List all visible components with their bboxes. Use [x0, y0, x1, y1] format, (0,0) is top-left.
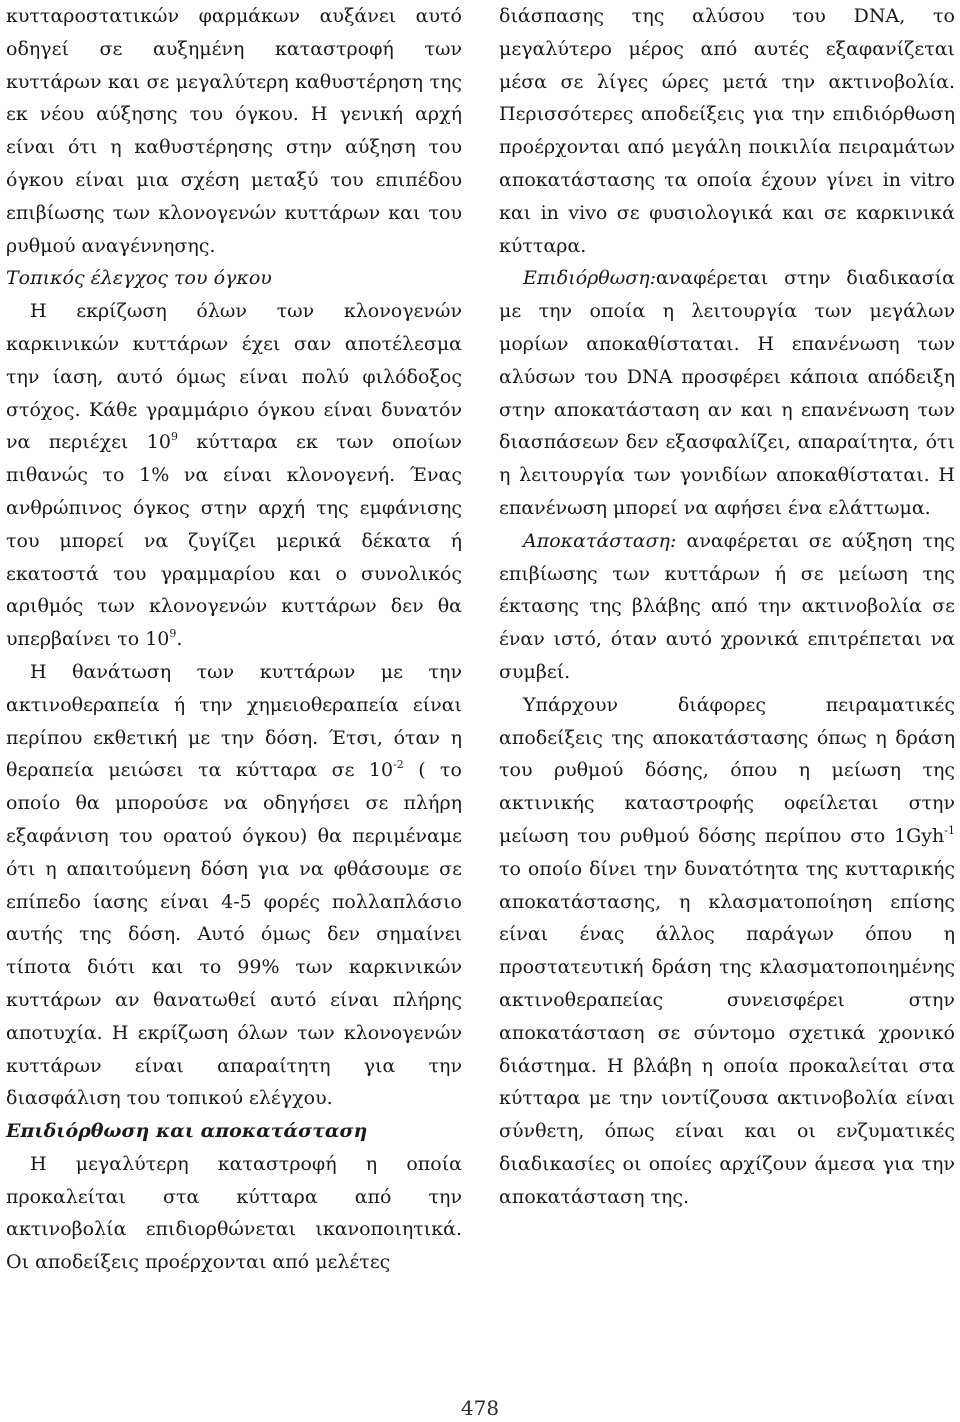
superscript: -2: [393, 758, 404, 772]
paragraph-text: Η θανάτωση των κυττάρων με την ακτινοθεραπεία ή την χημειοθεραπεία είναι περίπου εκθετική με την δόση. Έτσι, όταν η θεραπεία μειώσει τα κύτταρα σε 10: [6, 660, 462, 782]
paragraph-text: Υπάρχουν διάφορες πειραματικές αποδείξεις της αποκατάστασης όπως η δράση του ρυθμού δόσης, όπου η μείωση της ακτινικής καταστροφής οφείλεται στην μείωση του ρυθμού δόσης περίπου στο 1Gyh: [499, 693, 955, 847]
paragraph-text: το οποίο δίνει την δυνατότητα της κυτταρικής αποκατάστασης, η κλασματοποίηση επίσης είναι ένας άλλος παράγων όπου η προστατευτική δράση της κλασματοποιημένης ακτινοθεραπείας συνεισφέρει στην αποκατάσταση σε σύντομο σχετικά χρονικό διάστημα. Η βλάβη η οποία προκαλείται στα κύτταρα με την ιοντίζουσα ακτινοβολία είναι σύνθετη, όπως είναι και οι ενζυματικές διαδικασίες οι οποίες αρχίζουν άμεσα για την αποκατάσταση της.: [499, 857, 955, 1208]
section-heading-local-tumor-control: Τοπικός έλεγχος του όγκου: [6, 267, 272, 290]
term-repair: Επιδιόρθωση:: [523, 267, 656, 290]
page-number: 478: [460, 1396, 500, 1420]
superscript: -1: [944, 823, 955, 837]
left-column: [6, 0, 462, 1279]
paragraph-text: .: [176, 628, 183, 651]
paragraph-eradication: [6, 295, 462, 656]
term-recovery: Αποκατάσταση:: [523, 529, 677, 552]
paragraph-repair-definition: [499, 262, 955, 524]
heading-text: Επιδιόρθωση και αποκατάσταση: [6, 1120, 368, 1143]
paragraph-text: αναφέρεται σε αύξηση της επιβίωσης των κυττάρων ή σε μείωση της έκτασης της βλάβης από την ακτινοβολία σε έναν ιστό, όταν αυτό χρονικά επιτρέπεται να συμβεί.: [499, 529, 955, 683]
paragraph-text: Η εκρίζωση όλων των κλονογενών καρκινικών κυττάρων έχει σαν αποτέλεσμα την ίαση, αυτό όμως είναι πολύ φιλόδοξος στόχος. Κάθε γραμμάριο όγκου είναι δυνατόν να περιέχει 10: [6, 300, 462, 454]
paragraph-continued: [6, 0, 462, 262]
paragraph-text: αναφέρεται στην διαδικασία με την οποία η λειτουργία των μεγάλων μορίων αποκαθίσταται. Η επανένωση των αλύσων του DNA προσφέρει κάποια απόδειξη στην αποκατάσταση αν και η επανένωση των διασπάσεων δεν εξασφαλίζει, απαραίτητα, ότι η λειτουργία των γονιδίων αποκαθίσταται. Η επανένωση μπορεί να αφήσει ένα ελάττωμα.: [499, 267, 955, 519]
section-heading-repair-recovery: [6, 1115, 462, 1148]
paragraph-text: κύτταρα εκ των οποίων πιθανώς το 1% να είναι κλονογενή. Ένας ανθρώπινος όγκος στην αρχή της εμφάνισης του μπορεί να ζυγίζει μερικά δέκατα ή εκατοστά του γραμμαρίου και ο συνολικός αριθμός των κλονογενών κυττάρων δεν θα υπερβαίνει το 10: [6, 431, 462, 651]
paragraph-recovery-definition: [499, 525, 955, 689]
paragraph-text: κυτταροστατικών φαρμάκων αυξάνει αυτό οδηγεί σε αυξημένη καταστροφή των κυττάρων και σε μεγαλύτερη καθυστέρηση της εκ νέου αύξησης του όγκου. Η γενική αρχή είναι ότι η καθυστέρησης στην αύξηση του όγκου είναι μια σχέση μεταξύ του επιπέδου επιβίωσης των κλονογενών κυττάρων και του ρυθμού αναγέννησης.: [6, 5, 462, 257]
paragraph-cell-killing: [6, 656, 462, 1115]
paragraph-text: ( το οποίο θα μπορούσε να οδηγήσει σε πλήρη εξαφάνιση του ορατού όγκου) θα περιμέναμε ότι η απαιτούμενη δόση για να φθάσουμε σε επίπεδο ίασης είναι 4-5 φορές πολλαπλάσιο αυτής της δόση. Αυτό όμως δεν σημαίνει τίποτα διότι και το 99% των καρκινικών κυττάρων αν θανατωθεί αυτό είναι πλήρης αποτυχία. Η εκρίζωση όλων των κλονογενών κυττάρων είναι απαραίτητη για την διασφάλιση του τοπικού ελέγχου.: [6, 759, 462, 1110]
paragraph-text: Η μεγαλύτερη καταστροφή η οποία προκαλείται στα κύτταρα από την ακτινοβολία επιδιορθώνεται ικανοποιητικά. Οι αποδείξεις προέρχονται από μελέτες: [6, 1152, 462, 1274]
paragraph-recovery-evidence: [499, 689, 955, 1214]
paragraph-text: διάσπασης της αλύσου του DNA, το μεγαλύτερο μέρος από αυτές εξαφανίζεται μέσα σε λίγες ώρες μετά την ακτινοβολία. Περισσότερες αποδείξεις για την επιδιόρθωση προέρχονται από μεγάλη ποικιλία πειραμάτων αποκατάστασης τα οποία έχουν γίνει in vitro και in vivo σε φυσιολογικά και σε καρκινικά κύτταρα.: [499, 5, 955, 257]
superscript: 9: [169, 627, 177, 641]
superscript: 9: [170, 430, 178, 444]
right-column: [499, 0, 955, 1213]
paragraph-continued: [499, 0, 955, 262]
paragraph-repair-intro: [6, 1148, 462, 1279]
